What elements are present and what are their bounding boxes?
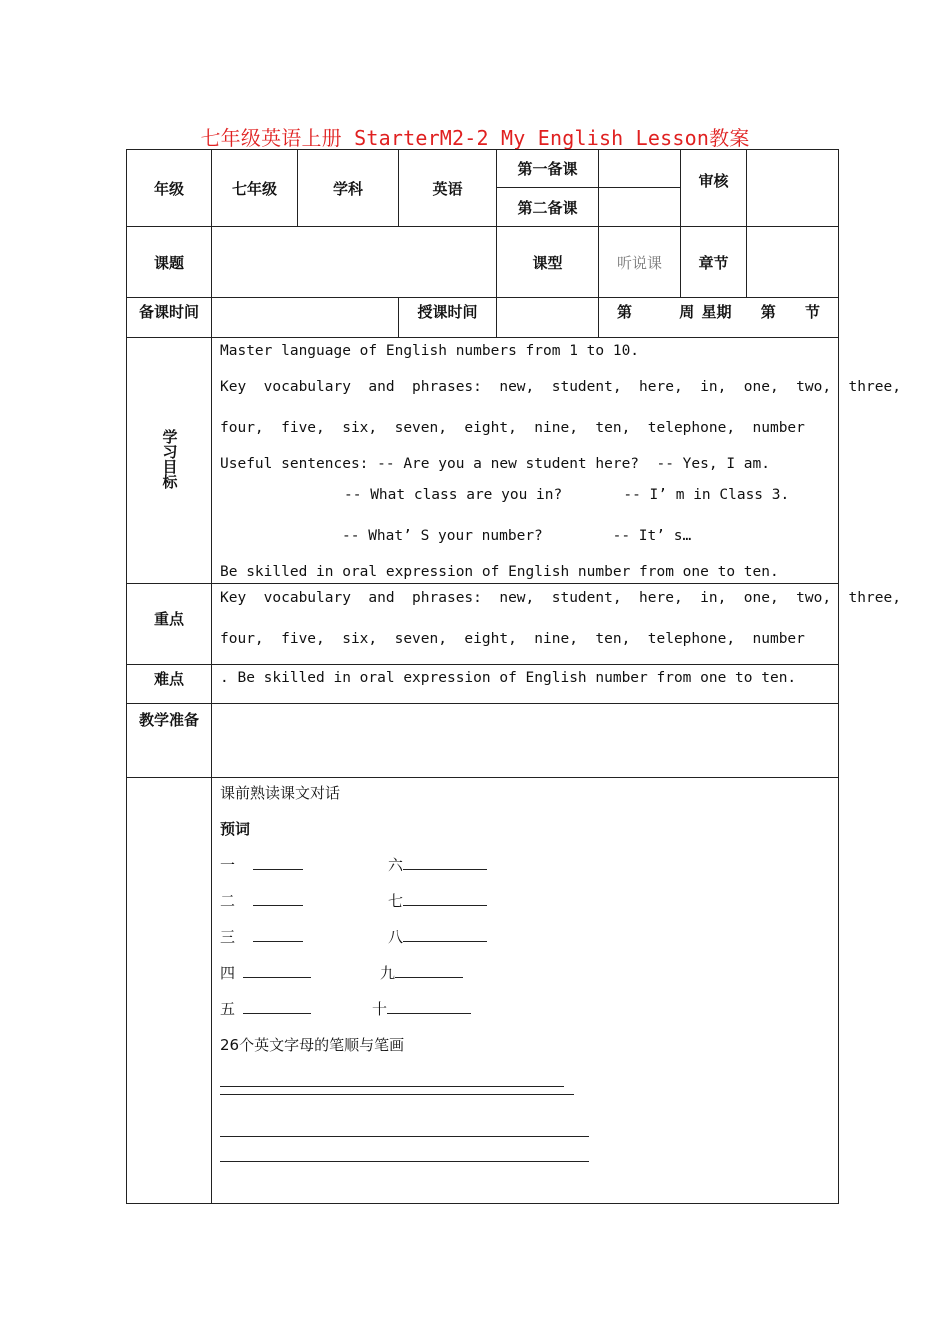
grade-value: 七年级: [212, 150, 298, 227]
objective-line: Master language of English numbers from 1 to 10.: [220, 343, 640, 359]
number-row: 六: [388, 854, 487, 875]
number-row: 七: [388, 890, 487, 911]
week-part: 星期: [701, 303, 732, 321]
review-value[interactable]: [747, 150, 839, 227]
number-row: 一: [220, 854, 303, 875]
number-row: 八: [388, 926, 487, 947]
difficulties-content: . Be skilled in oral expression of English number from one to ten.: [212, 665, 839, 704]
first-prep-label: 第一备课: [497, 150, 599, 188]
objectives-content: [212, 338, 901, 584]
topic-value[interactable]: [212, 227, 497, 298]
teach-time-label: 授课时间: [399, 298, 497, 338]
answer-blank[interactable]: [403, 891, 487, 906]
preview-label: 预词: [220, 820, 251, 838]
prep-time-label: 备课时间: [127, 298, 212, 338]
number-row: 三: [220, 926, 303, 947]
chapter-label: 章节: [681, 227, 747, 298]
week-part: 第: [760, 303, 776, 321]
answer-blank[interactable]: [403, 855, 487, 870]
preparation-label: 教学准备: [127, 704, 212, 778]
week-part: 节: [804, 303, 820, 321]
prep-time-value[interactable]: [212, 298, 399, 338]
number-row: 十: [372, 998, 471, 1019]
letters-task: 26个英文字母的笔顺与笔画: [220, 1036, 405, 1054]
number-row: 二: [220, 890, 303, 911]
answer-blank[interactable]: [253, 855, 303, 870]
lesson-type-label: 课型: [497, 227, 599, 298]
reading-task: 课前熟读课文对话: [220, 784, 341, 802]
answer-blank[interactable]: [395, 963, 463, 978]
objective-line: Key vocabulary and phrases: new, student, here, in, one, two, three,: [220, 379, 901, 395]
number-row: 五: [220, 998, 311, 1019]
answer-blank[interactable]: [403, 927, 487, 942]
second-prep-value[interactable]: [599, 188, 681, 227]
writing-line[interactable]: [220, 1086, 564, 1087]
first-prep-value[interactable]: [599, 150, 681, 188]
number-row: 四: [220, 962, 311, 983]
topic-label: 课题: [127, 227, 212, 298]
key-point-line: four, five, six, seven, eight, nine, ten, telephone, number: [220, 631, 805, 647]
activity-content: [212, 778, 839, 1204]
week-part: 第: [617, 303, 633, 321]
objectives-label: 学习目标: [127, 338, 212, 584]
objective-line: -- What class are you in? -- I’ m in Class 3.: [344, 487, 790, 503]
answer-blank[interactable]: [253, 891, 303, 906]
subject-label: 学科: [298, 150, 399, 227]
answer-blank[interactable]: [387, 999, 471, 1014]
key-points-label: 重点: [127, 584, 212, 665]
grade-label: 年级: [127, 150, 212, 227]
week-part: 周: [679, 303, 695, 321]
answer-blank[interactable]: [243, 963, 311, 978]
writing-line[interactable]: [220, 1094, 574, 1095]
week-schedule: [599, 298, 839, 338]
number-row: 九: [380, 962, 463, 983]
objective-line: Useful sentences: -- Are you a new student here? -- Yes, I am.: [220, 456, 770, 472]
objective-line: -- What’ S your number? -- It’ s…: [342, 528, 692, 544]
subject-value: 英语: [399, 150, 497, 227]
difficulties-label: 难点: [127, 665, 212, 704]
objective-line: four, five, six, seven, eight, nine, ten, telephone, number: [220, 420, 805, 436]
chapter-value[interactable]: [747, 227, 839, 298]
activity-label: [127, 778, 212, 1204]
second-prep-label: 第二备课: [497, 188, 599, 227]
key-points-content: [212, 584, 901, 665]
review-label: 审核: [681, 150, 747, 227]
answer-blank[interactable]: [253, 927, 303, 942]
writing-line[interactable]: [220, 1136, 589, 1137]
lesson-type-value: 听说课: [599, 227, 681, 298]
objective-line: Be skilled in oral expression of English number from one to ten.: [220, 564, 779, 580]
teach-time-value[interactable]: [497, 298, 599, 338]
answer-blank[interactable]: [243, 999, 311, 1014]
lesson-plan-table: [126, 149, 901, 1204]
writing-line[interactable]: [220, 1161, 589, 1162]
page-title: 七年级英语上册 StarterM2-2 My English Lesson教案: [200, 126, 750, 150]
key-point-line: Key vocabulary and phrases: new, student, here, in, one, two, three,: [220, 590, 901, 606]
preparation-content[interactable]: [212, 704, 839, 778]
